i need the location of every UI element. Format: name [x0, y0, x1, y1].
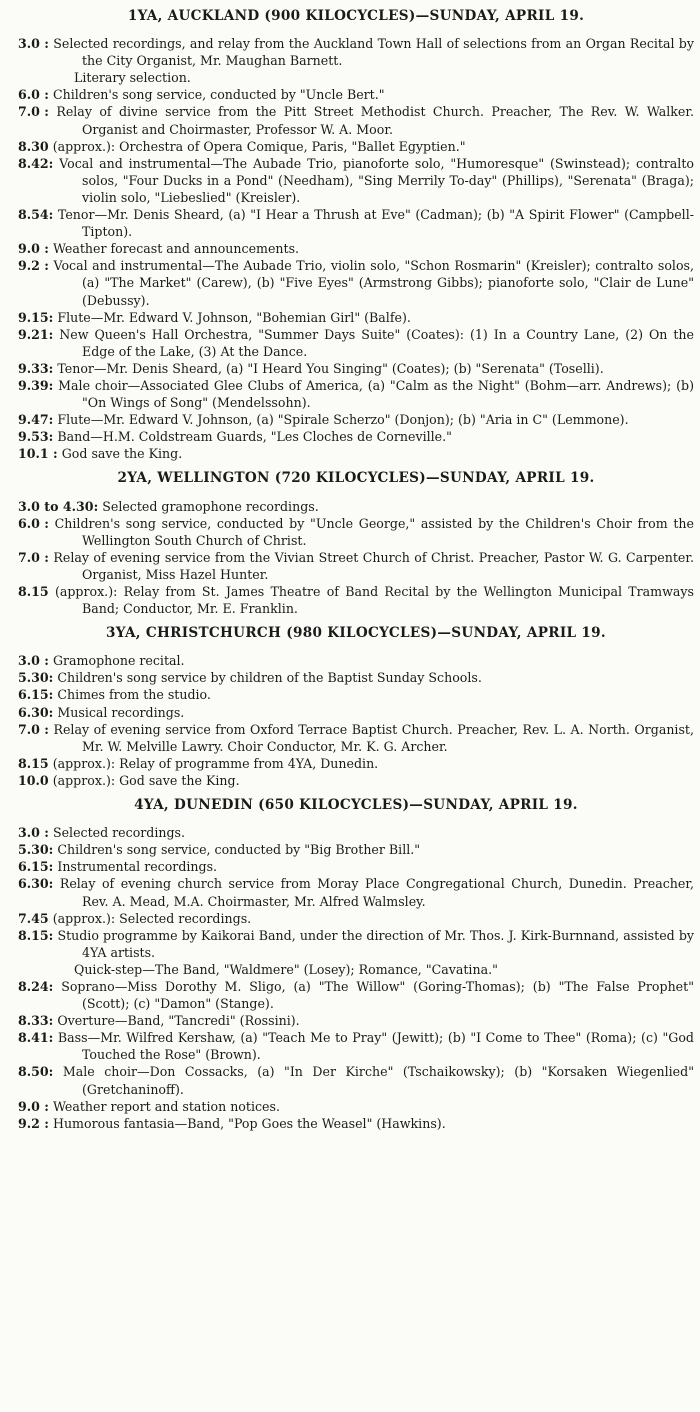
programme-time: 6.15: [18, 687, 54, 703]
programme-description: New Queen's Hall Orchestra, "Summer Days Suite" (Coates): (1) In a Country Lane, (2) On the Edge of the Lake, (3) At the Dance. [59, 326, 694, 359]
programme-time: 3.0 : [18, 653, 49, 669]
programme-time: 6.30: [18, 704, 54, 720]
programme-time: 9.15: [18, 309, 54, 325]
programme-item [18, 326, 694, 360]
programme-time: 8.15: [18, 927, 54, 943]
programme-item [18, 498, 694, 515]
programme-description: God save the King. [61, 446, 183, 462]
programme-item [18, 69, 694, 86]
programme-description: Relay of evening service from Oxford Terrace Baptist Church. Preacher, Rev. L. A. North. Organist, Mr. W. Melville Lawry. Choir Conductor, Mr. K. G. Archer. [53, 721, 694, 754]
programme-item [18, 652, 694, 669]
programme-item [18, 309, 694, 326]
programme-item [18, 155, 694, 206]
programme-description: Male choir—Associated Glee Clubs of America, (a) "Calm as the Night" (Bohm—arr. Andrews); (b) "On Wings of Song" (Mendelssohn). [58, 377, 694, 411]
programme-description: Gramophone recital. [52, 653, 185, 669]
programme-item [18, 721, 694, 755]
programme-item [18, 961, 694, 978]
programme-item [18, 704, 694, 721]
programme-description: Vocal and instrumental—The Aubade Trio, pianoforte solo, "Humoresque" (Swinstead); contralto solos, "Four Ducks in a Pond" (Needham), "Sing Merrily To-day" (Phillips), "Serenata" (Braga); violin solo, "Liebeslied" (Kreisler). [59, 155, 694, 205]
programme-time: 8.50: [18, 1064, 54, 1080]
programme-description: Relay of evening church service from Moray Place Congregational Church, Dunedin. Preacher, Rev. A. Mead, M.A. Choirmaster, Mr. Alfred Walmsley. [59, 876, 694, 909]
programme-item [18, 669, 694, 686]
programme-item [18, 772, 694, 789]
programme-item [18, 103, 694, 137]
station-heading: 4YA, DUNEDIN (650 KILOCYCLES)—SUNDAY, APRIL 19. [134, 797, 578, 814]
programme-description: Selected gramophone recordings. [102, 498, 319, 514]
programme-item [18, 910, 694, 927]
station-heading: 1YA, AUCKLAND (900 KILOCYCLES)—SUNDAY, APRIL 19. [127, 8, 585, 24]
programme-description: Children's song service, conducted by "Big Brother Bill." [57, 842, 421, 858]
programme-item [18, 411, 694, 428]
programme-description: (approx.): Selected recordings. [52, 910, 252, 926]
programme-description: Weather forecast and announcements. [52, 241, 300, 257]
programme-time: 6.30: [18, 876, 54, 892]
programme-time: 9.47: [18, 412, 54, 428]
programme-item [18, 583, 694, 617]
programme-list [18, 498, 694, 618]
programme-description: Humorous fantasia—Band, "Pop Goes the Weasel" (Hawkins). [52, 1115, 446, 1131]
programme-item [18, 138, 694, 155]
programme-description: Children's song service, conducted by "Uncle George," assisted by the Children's Choir from the Wellington South Church of Christ. [54, 515, 694, 548]
programme-description: Band—H.M. Coldstream Guards, "Les Cloches de Corneville." [57, 429, 452, 445]
programme-time: 6.0 : [18, 87, 49, 103]
programme-item [18, 1063, 694, 1097]
programme-time: 9.39: [18, 377, 54, 393]
programme-description: Tenor—Mr. Denis Sheard, (a) "I Hear a Thrush at Eve" (Cadman); (b) "A Spirit Flower" (Campbell-Tipton). [57, 207, 694, 240]
programme-list [18, 35, 694, 462]
programme-time: 9.33: [18, 360, 54, 376]
programme-description: Tenor—Mr. Denis Sheard, (a) "I Heard You Singing" (Coates); (b) "Serenata" (Toselli). [57, 360, 604, 376]
programme-list [18, 652, 694, 789]
programme-item [18, 858, 694, 875]
programme-list [18, 824, 694, 1132]
programme-item [18, 240, 694, 257]
programme-description: Musical recordings. [57, 704, 185, 720]
programme-item [18, 1098, 694, 1115]
programme-time: 3.0 to 4.30: [18, 498, 99, 514]
programme-time: 8.42: [18, 155, 54, 171]
programme-item [18, 824, 694, 841]
station-3ya [18, 625, 694, 789]
programme-description: Instrumental recordings. [57, 859, 218, 875]
programme-time: 10.0 [18, 772, 49, 788]
programme-item [18, 360, 694, 377]
programme-time: 3.0 : [18, 36, 49, 52]
programme-description: Vocal and instrumental—The Aubade Trio, violin solo, "Schon Rosmarin" (Kreisler); contralto solos, (a) "The Market" (Carew), (b) "Five Eyes" (Armstrong Gibbs); pianoforte solo, "Clair de Lune" (Debussy). [53, 258, 694, 308]
programme-time: 8.24: [18, 978, 54, 994]
station-4ya [18, 797, 694, 1132]
programme-description: (approx.): Relay from St. James Theatre of Band Recital by the Wellington Municipal Tramways Band; Conductor, Mr. E. Franklin. [54, 584, 694, 617]
programme-item [18, 549, 694, 583]
programme-description: Chimes from the studio. [57, 687, 211, 703]
programme-time: 7.0 : [18, 104, 49, 120]
programme-item [18, 515, 694, 549]
programme-description: Studio programme by Kaikorai Band, under the direction of Mr. Thos. J. Kirk-Burnnand, assisted by 4YA artists. [57, 927, 694, 960]
programme-item [18, 445, 694, 462]
programme-time: 8.15 [18, 584, 49, 599]
programme-item [18, 86, 694, 103]
programme-item [18, 257, 694, 308]
programme-description: Overture—Band, "Tancredi" (Rossini). [57, 1013, 300, 1029]
programme-description: Relay of divine service from the Pitt Street Methodist Church. Preacher, The Rev. W. Walker. Organist and Choirmaster, Professor W. A. Moor. [56, 104, 694, 137]
programme-time: 8.30 [18, 138, 49, 154]
programme-description: Relay of evening service from the Vivian Street Church of Christ. Preacher, Pastor W. G. Carpenter. Organist, Miss Hazel Hunter. [53, 549, 694, 582]
programme-time: 9.53: [18, 429, 54, 445]
programme-time: 8.41: [18, 1030, 54, 1046]
programme-time: 7.0 : [18, 549, 49, 565]
programme-description: Selected recordings. [52, 825, 186, 841]
programme-item [18, 206, 694, 240]
programme-time: 9.0 : [18, 1098, 49, 1114]
programme-description: Selected recordings, and relay from the Auckland Town Hall of selections from an Organ Recital by the City Organist, Mr. Maughan Barnett. [53, 36, 694, 69]
programme-item [18, 35, 694, 69]
programme-time: 7.0 : [18, 721, 49, 737]
programme-description: (approx.): God save the King. [52, 772, 240, 788]
station-1ya [18, 8, 694, 462]
programme-time: 8.54: [18, 207, 54, 223]
programme-time: 9.21: [18, 326, 54, 342]
programme-description: Flute—Mr. Edward V. Johnson, (a) "Spirale Scherzo" (Donjon); (b) "Aria in C" (Lemmone). [57, 412, 629, 428]
programme-description: Flute—Mr. Edward V. Johnson, "Bohemian Girl" (Balfe). [57, 309, 411, 325]
programme-description: (approx.): Orchestra of Opera Comique, Paris, "Ballet Egyptien." [52, 138, 466, 154]
programme-description: Quick-step—The Band, "Waldmere" (Losey); Romance, "Cavatina." [74, 961, 498, 977]
programme-description: Bass—Mr. Wilfred Kershaw, (a) "Teach Me to Pray" (Jewitt); (b) "I Come to Thee" (Roma); (c) "God Touched the Rose" (Brown). [57, 1030, 694, 1063]
programme-time: 5.30: [18, 842, 54, 858]
programme-item [18, 377, 694, 411]
programme-time: 10.1 : [18, 446, 58, 462]
station-heading: 3YA, CHRISTCHURCH (980 KILOCYCLES)—SUNDAY, APRIL 19. [106, 625, 606, 642]
programme-description: Literary selection. [74, 70, 191, 86]
programme-time: 9.2 : [18, 258, 49, 274]
programme-time: 3.0 : [18, 825, 49, 841]
programme-item [18, 1029, 694, 1063]
programme-time: 6.15: [18, 859, 54, 875]
programme-item [18, 875, 694, 909]
station-2ya [18, 470, 694, 617]
programme-time: 5.30: [18, 670, 54, 686]
programme-item [18, 1115, 694, 1132]
programme-description: Soprano—Miss Dorothy M. Sligo, (a) "The Willow" (Goring-Thomas); (b) "The False Prophet" (Scott); (c) "Damon" (Stange). [61, 978, 694, 1012]
programme-time: 9.2 : [18, 1115, 49, 1131]
station-heading: 2YA, WELLINGTON (720 KILOCYCLES)—SUNDAY, APRIL 19. [117, 470, 595, 487]
programme-description: (approx.): Relay of programme from 4YA, Dunedin. [52, 755, 379, 771]
programme-item [18, 978, 694, 1012]
programme-description: Children's song service by children of the Baptist Sunday Schools. [57, 670, 482, 686]
programme-time: 8.33: [18, 1013, 54, 1029]
programme-item [18, 1012, 694, 1029]
programme-item [18, 841, 694, 858]
programme-time: 9.0 : [18, 241, 49, 257]
programme-time: 7.45 [18, 910, 49, 926]
programme-description: Weather report and station notices. [52, 1098, 280, 1114]
programme-item [18, 686, 694, 703]
programme-description: Children's song service, conducted by "Uncle Bert." [52, 87, 385, 103]
programme-item [18, 755, 694, 772]
programme-description: Male choir—Don Cossacks, (a) "In Der Kirche" (Tschaikowsky); (b) "Korsaken Wiegenlied" (Gretchaninoff). [62, 1064, 694, 1097]
programme-item [18, 927, 694, 961]
programme-item [18, 428, 694, 445]
programme-time: 6.0 : [18, 515, 49, 531]
programme-time: 8.15 [18, 755, 49, 771]
